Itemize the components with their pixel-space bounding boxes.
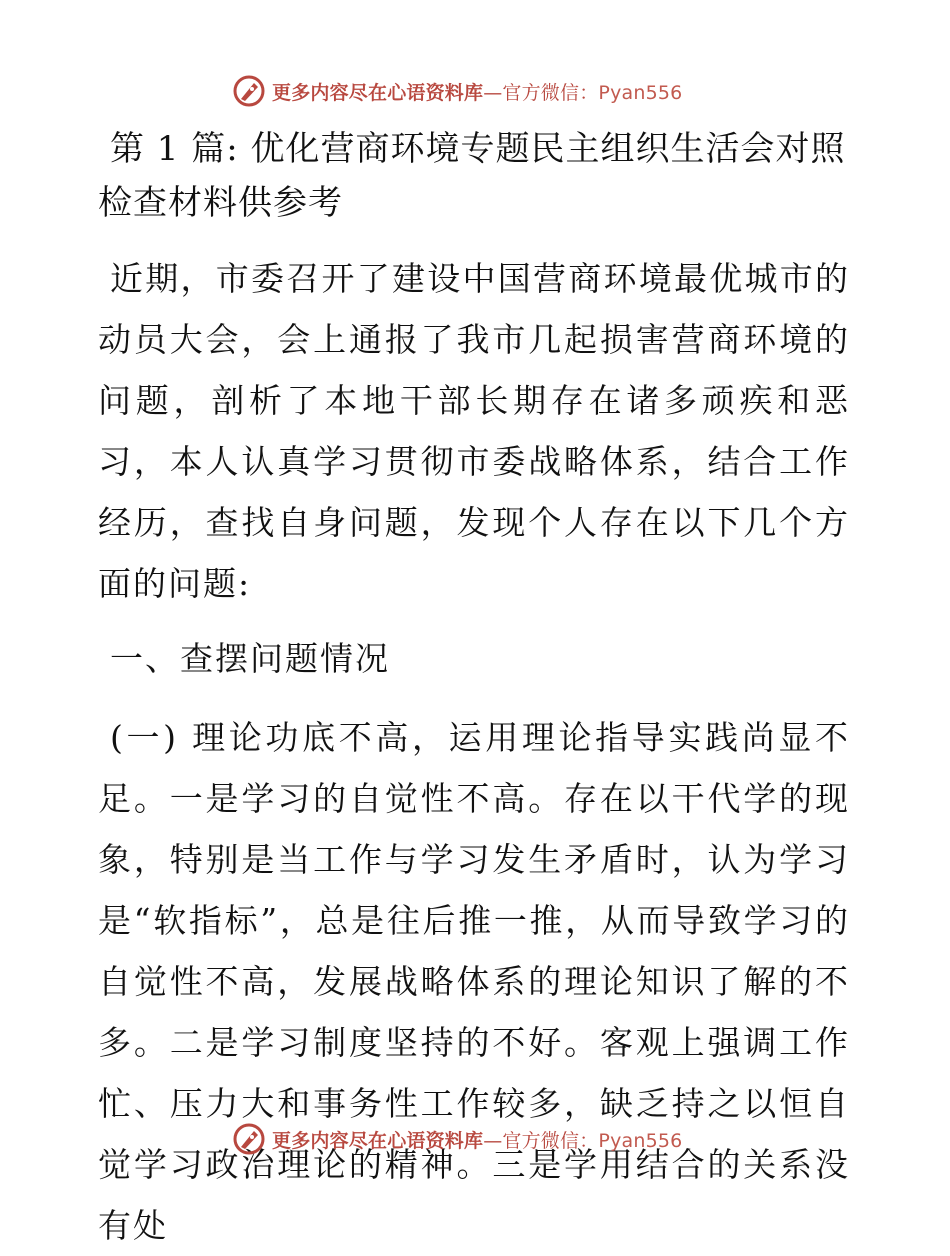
pen-nib-logo-icon bbox=[232, 74, 266, 108]
intro-paragraph: 近期，市委召开了建设中国营商环境最优城市的动员大会，会上通报了我市几起损害营商环境的问题，剖析了本地干部长期存在诸多顽疾和恶习，本人认真学习贯彻市委战略体系，结合工作经历，查找自身问题，发现个人存在以下几个方面的问题: bbox=[98, 259, 850, 603]
watermark-wechat-id: Pyan556 bbox=[598, 81, 683, 104]
footer-watermark bbox=[232, 1121, 682, 1157]
watermark-separator: — bbox=[483, 81, 503, 104]
document-body bbox=[98, 122, 850, 1256]
document-title: 第 1 篇: 优化营商环境专题民主组织生活会对照检查材料供参考 bbox=[98, 129, 846, 223]
watermark-separator: — bbox=[483, 1129, 503, 1152]
watermark-wechat-label: 官方微信： bbox=[502, 81, 599, 104]
watermark-main-text: 更多内容尽在心语资料库 bbox=[272, 81, 484, 104]
watermark-main-text: 更多内容尽在心语资料库 bbox=[272, 1129, 484, 1152]
watermark-wechat-id: Pyan556 bbox=[598, 1129, 683, 1152]
header-watermark bbox=[232, 73, 682, 109]
watermark-wechat-label: 官方微信： bbox=[502, 1129, 599, 1152]
subsection-paragraph: (一) 理论功底不高，运用理论指导实践尚显不足。一是学习的自觉性不高。存在以干代学的现象，特别是当工作与学习发生矛盾时，认为学习是“软指标”，总是往后推一推，从而导致学习的自觉性不高，发展战略体系的理论知识了解的不多。二是学习制度坚持的不好。客观上强调工作忙、压力大和事务性工作较多，缺乏持之以恒自觉学习政治理论的精神。三是学用结合的关系没有处 bbox=[98, 718, 850, 1245]
section-heading: 一、查摆问题情况 bbox=[110, 639, 390, 678]
pen-nib-logo-icon bbox=[232, 1122, 266, 1156]
